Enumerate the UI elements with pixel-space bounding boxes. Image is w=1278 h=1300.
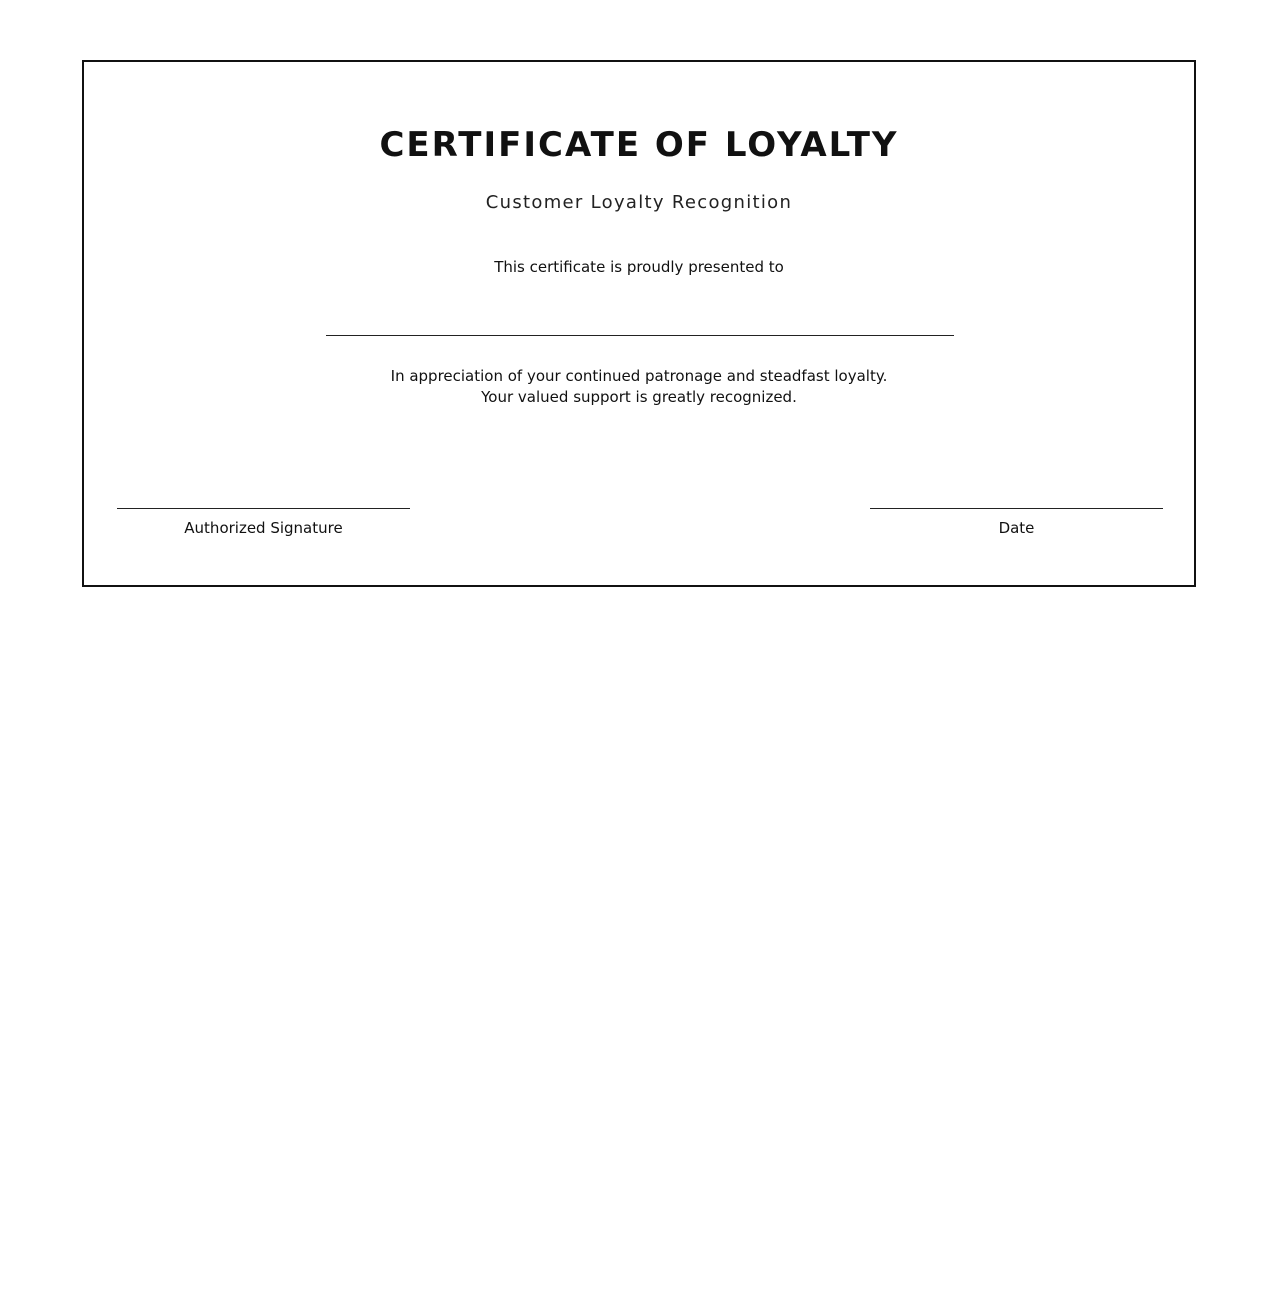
signature-block [117,508,410,538]
recipient-name-line [326,335,954,336]
presented-to-text: This certificate is proudly presented to [494,258,784,276]
date-block [870,508,1163,538]
appreciation-line-1: In appreciation of your continued patronage and steadfast loyalty. [390,367,888,385]
certificate-subtitle: Customer Loyalty Recognition [485,192,793,213]
certificate-title: CERTIFICATE OF LOYALTY [379,125,899,165]
signature-line [117,508,410,509]
certificate-frame [82,60,1196,587]
date-label: Date [998,519,1035,537]
appreciation-line-2: Your valued support is greatly recognized. [481,388,797,406]
appreciation-text [84,366,1194,408]
signature-label: Authorized Signature [184,519,343,537]
date-line [870,508,1163,509]
